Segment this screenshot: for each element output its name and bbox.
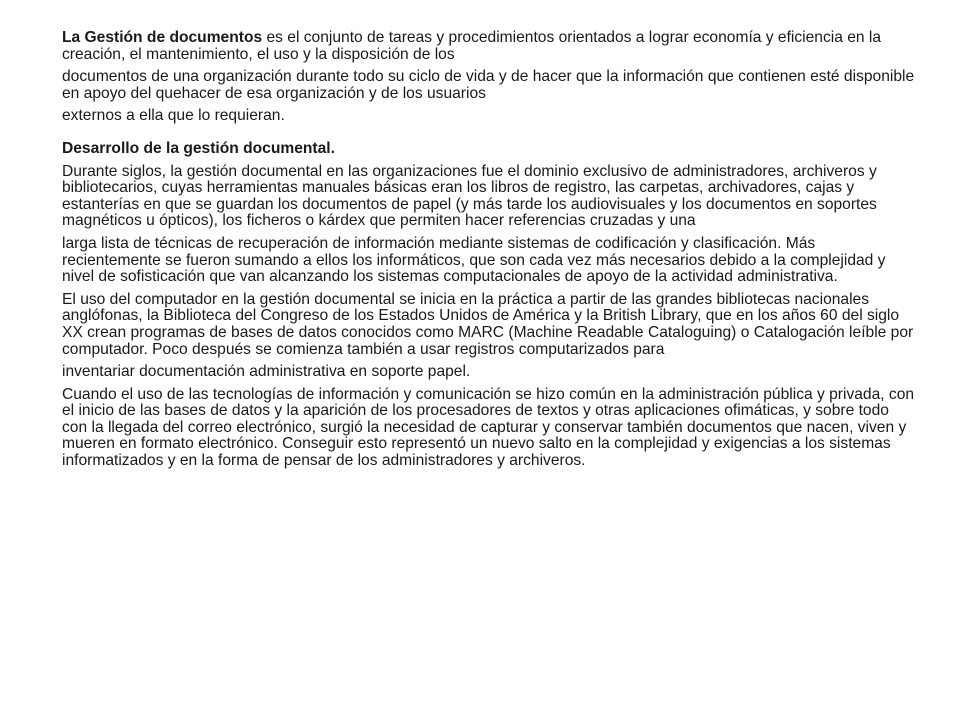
paragraph-3: El uso del computador en la gestión documental se inicia en la práctica a partir de las grandes bibliotecas nacionales anglófonas, la Biblioteca del Congreso de los Estados Unidos de América y la British Library, que en los años 60 del siglo XX crean programas de bases de datos conocidos como MARC (Machine Readable Cataloguing) o Catalogación leíble por computador. Poco después se comienza también a usar registros computarizados para: [62, 290, 914, 358]
intro-continuation: documentos de una organización durante todo su ciclo de vida y de hacer que la información que contienen esté disponible en apoyo del quehacer de esa organización y de los usuarios: [62, 68, 915, 102]
intro-end: externos a ella que lo requieran.: [62, 107, 285, 125]
paragraph-5: Cuando el uso de las tecnologías de información y comunicación se hizo común en la administración pública y privada, con el inicio de las bases de datos y la aparición de los procesadores de textos y otras aplicaciones ofimáticas, y sobre todo con la llegada del correo electrónico, surgió la necesidad de capturar y conservar también documentos que nacen, viven y mueren en formato electrónico. Conseguir esto representó un nuevo salto en la complejidad y exigencias a los sistemas informatizados y en la forma de pensar de los administradores y archiveros.: [62, 385, 915, 470]
section-heading: Desarrollo de la gestión documental.: [62, 139, 335, 157]
paragraph-4: inventariar documentación administrativa en soporte papel.: [62, 363, 471, 381]
intro-text: es el conjunto de tareas y procedimientos orientados a lograr economía y eficiencia en la creación, el mantenimiento, el uso y la disposición de los: [62, 29, 882, 63]
intro-paragraph: [62, 30, 917, 63]
paragraph-2: larga lista de técnicas de recuperación de información mediante sistemas de codificación y clasificación. Más recientemente se fueron sumando a ellos los informáticos, que son cada vez más necesarios debido a la complejidad y nivel de sofisticación que van alcanzando los sistemas computacionales de apoyo de la actividad administrativa.: [62, 234, 886, 286]
document-body: [62, 30, 917, 476]
paragraph-1: Durante siglos, la gestión documental en las organizaciones fue el dominio exclusivo de administradores, archiveros y bibliotecarios, cuyas herramientas manuales básicas eran los libros de registro, las carpetas, archivadores, cajas y estanterías en que se guardan los documentos de papel (y más tarde los audiovisuales y los documentos en soportes magnéticos u ópticos), los ficheros o kárdex que permiten hacer referencias cruzadas y una: [62, 162, 877, 230]
intro-term: La Gestión de documentos: [62, 29, 263, 46]
